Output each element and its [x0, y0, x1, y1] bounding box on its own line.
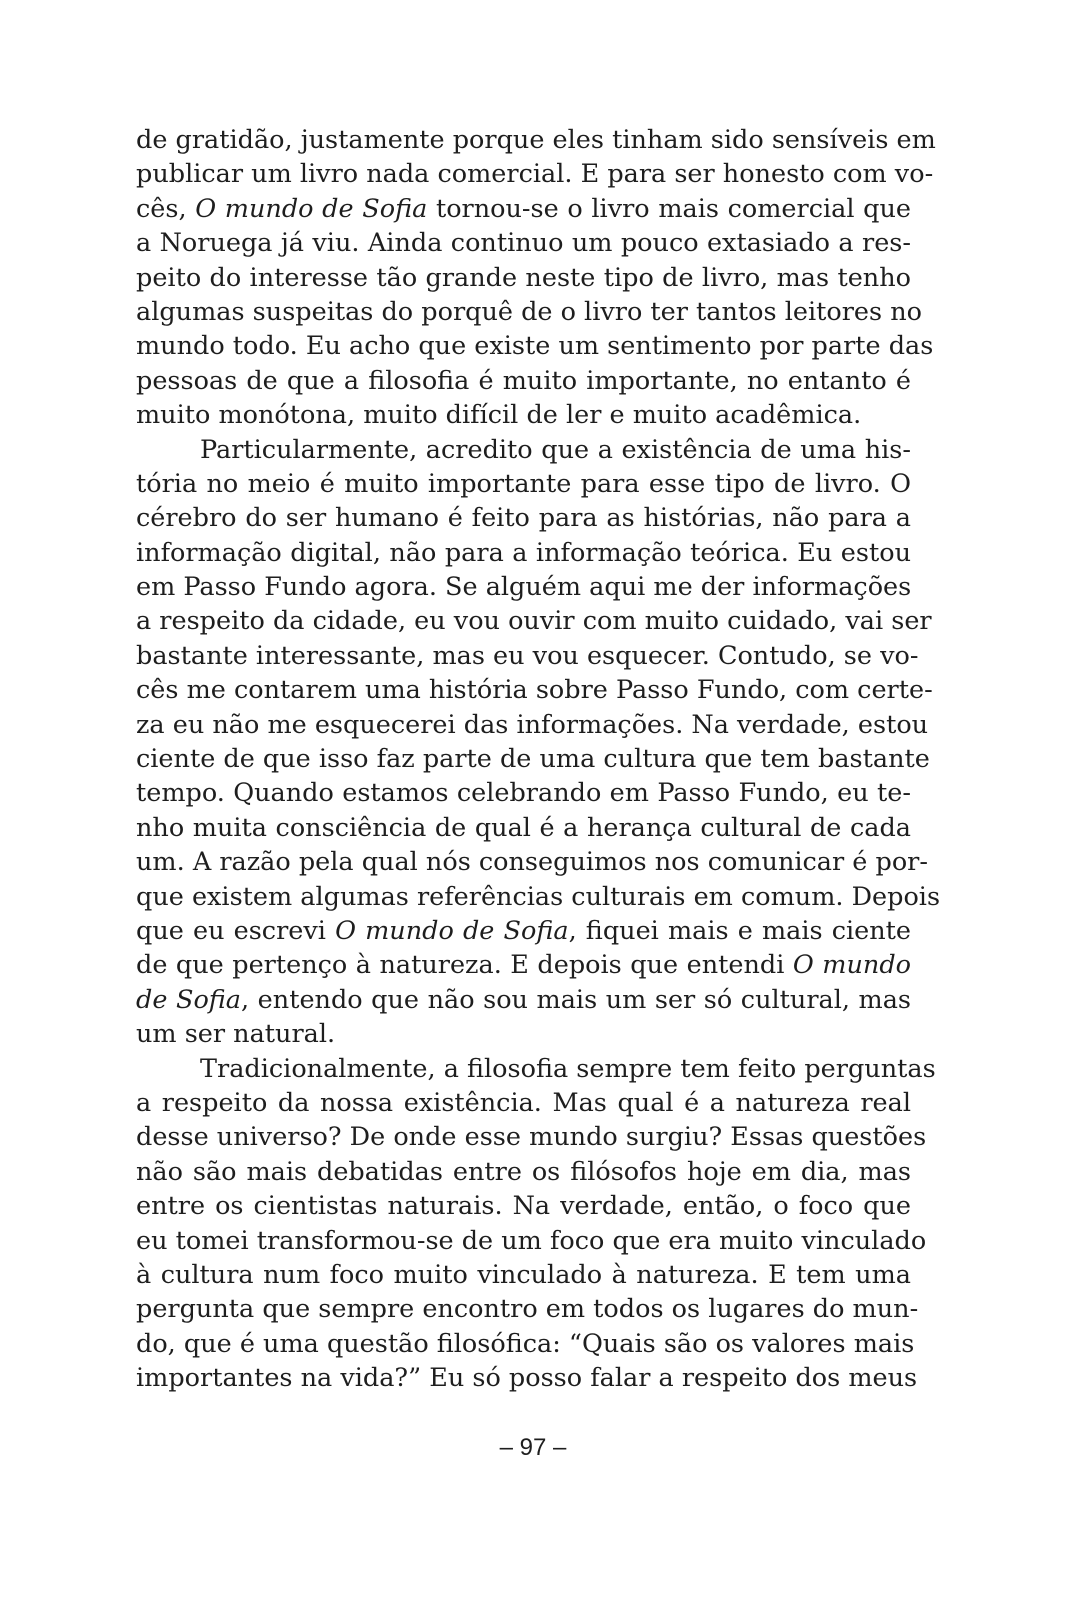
text-line: não são mais debatidas entre os filósofos hoje em dia, mas	[136, 1156, 911, 1187]
book-title-italic: O mundo de Sofia	[335, 915, 569, 946]
text-line: publicar um livro nada comercial. E para ser honesto com vo-	[136, 159, 934, 190]
text-line: informação digital, não para a informação teórica. Eu estou	[136, 537, 911, 568]
text-line: a respeito da cidade, eu vou ouvir com muito cuidado, vai ser	[136, 606, 932, 637]
text-line: peito do interesse tão grande neste tipo de livro, mas tenho	[136, 262, 911, 293]
text-line: a respeito da nossa existência. Mas qual é a natureza real	[136, 1087, 911, 1118]
text-line: cérebro do ser humano é feito para as histórias, não para a	[136, 503, 911, 534]
text-line: pessoas de que a filosofia é muito importante, no entanto é	[136, 365, 911, 396]
text-line: tória no meio é muito importante para esse tipo de livro. O	[136, 468, 911, 499]
text-line: tempo. Quando estamos celebrando em Passo Fundo, eu te-	[136, 778, 911, 809]
paragraph-start: Tradicionalmente, a filosofia sempre tem feito perguntas	[200, 1053, 936, 1084]
text-line: ciente de que isso faz parte de uma cultura que tem bastante	[136, 744, 930, 775]
book-title-italic: O mundo de Sofia	[195, 193, 428, 224]
text-line: eu tomei transformou-se de um foco que era muito vinculado	[136, 1225, 927, 1256]
text-line: que existem algumas referências culturais em comum. Depois	[136, 881, 941, 912]
text-line: desse universo? De onde esse mundo surgiu? Essas questões	[136, 1122, 927, 1153]
text-line: que eu escrevi O mundo de Sofia, fiquei mais e mais ciente	[136, 915, 911, 946]
text-line: em Passo Fundo agora. Se alguém aqui me der informações	[136, 572, 912, 603]
text-line: muito monótona, muito difícil de ler e muito acadêmica.	[136, 400, 862, 431]
page-number: – 97 –	[499, 1434, 567, 1461]
book-title-italic: O mundo	[792, 950, 912, 981]
text-line: um. A razão pela qual nós conseguimos nos comunicar é por-	[136, 847, 928, 878]
text-line: algumas suspeitas do porquê de o livro ter tantos leitores no	[136, 296, 922, 327]
paragraph-start: Particularmente, acredito que a existência de uma his-	[200, 434, 911, 465]
text-line: mundo todo. Eu acho que existe um sentimento por parte das	[136, 331, 934, 362]
text-line: cês, O mundo de Sofia tornou-se o livro mais comercial que	[136, 193, 911, 224]
text-line: de gratidão, justamente porque eles tinham sido sensíveis em	[136, 125, 936, 155]
text-line: nho muita consciência de qual é a herança cultural de cada	[136, 812, 911, 843]
body-text	[136, 123, 941, 1395]
text-line: entre os cientistas naturais. Na verdade, então, o foco que	[136, 1191, 911, 1222]
text-line: importantes na vida?” Eu só posso falar a respeito dos meus	[136, 1363, 918, 1394]
text-line: de que pertenço à natureza. E depois que entendi O mundo	[136, 950, 912, 981]
text-line: za eu não me esquecerei das informações. Na verdade, estou	[136, 709, 929, 740]
text-line: do, que é uma questão filosófica: “Quais são os valores mais	[136, 1328, 915, 1359]
book-title-italic: de Sofia	[136, 984, 242, 1015]
text-line: cês me contarem uma história sobre Passo Fundo, com certe-	[136, 675, 933, 706]
text-line: à cultura num foco muito vinculado à natureza. E tem uma	[136, 1259, 911, 1290]
text-line: a Noruega já viu. Ainda continuo um pouco extasiado a res-	[136, 228, 911, 259]
text-line: um ser natural.	[136, 1019, 336, 1050]
text-line: de Sofia, entendo que não sou mais um ser só cultural, mas	[136, 984, 911, 1015]
text-line: bastante interessante, mas eu vou esquecer. Contudo, se vo-	[136, 640, 919, 671]
text-line: pergunta que sempre encontro em todos os lugares do mun-	[136, 1294, 919, 1325]
